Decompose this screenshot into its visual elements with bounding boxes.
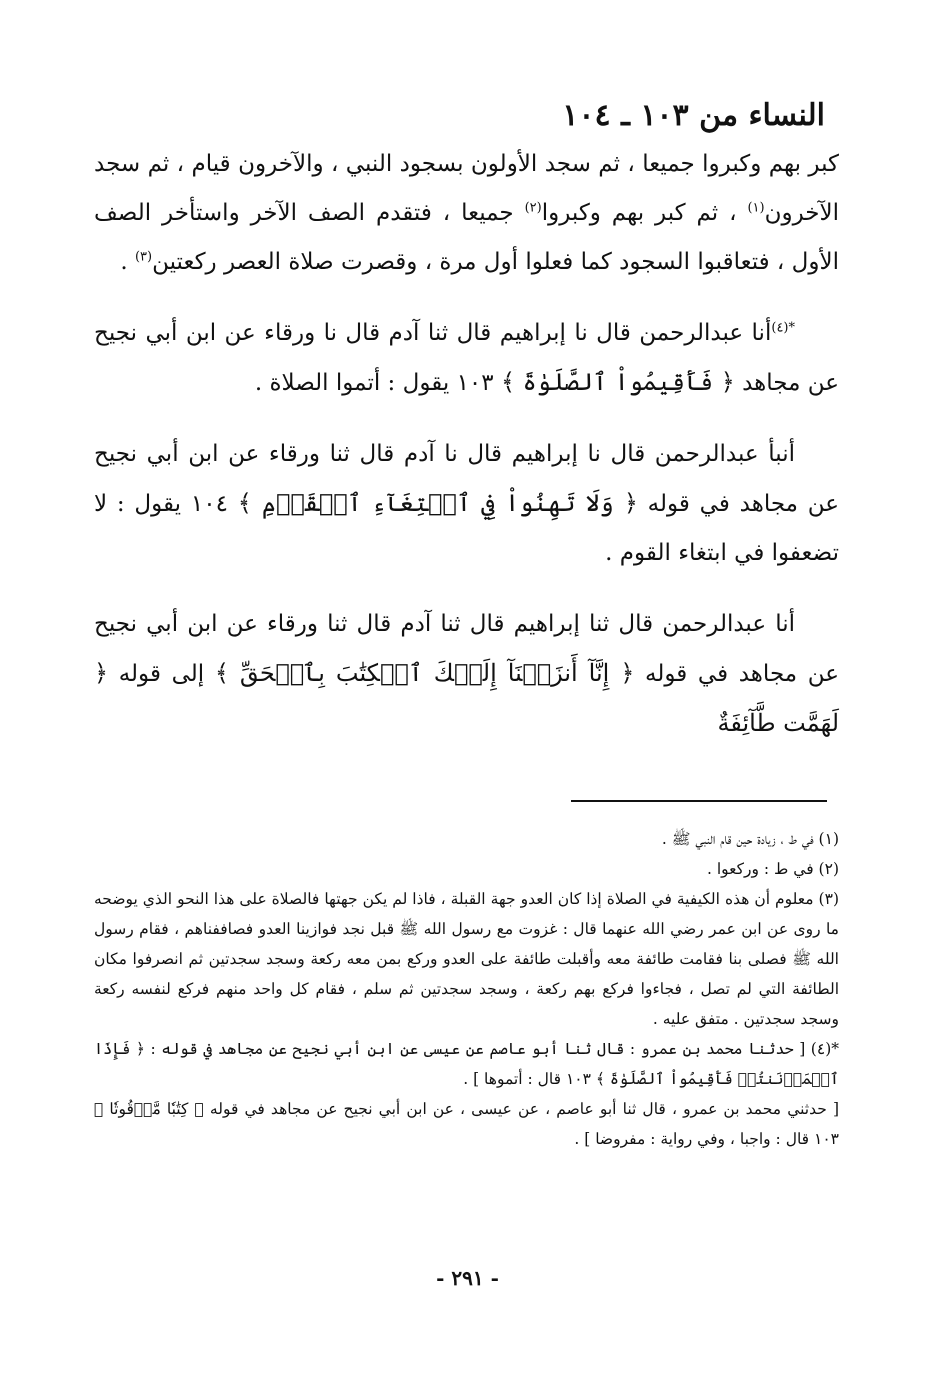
paragraph-text: ١٠٣ يقول : أتموا الصلاة . — [254, 370, 501, 396]
footnote-ref-4: *(٤) — [771, 320, 795, 336]
footnote-ref-1: (١) — [747, 200, 765, 216]
footnote-ref-2: (٢) — [524, 200, 542, 216]
footnotes — [94, 824, 839, 1154]
page-number: - ٢٩١ - — [436, 1266, 499, 1290]
paragraph-4 — [94, 600, 839, 749]
footnote-divider — [571, 800, 827, 802]
paragraph-3 — [94, 430, 839, 578]
footnote-ref-3: (٣) — [134, 249, 153, 265]
page-header — [562, 96, 825, 136]
paragraph-text: أنا عبدالرحمن قال ثنا إبراهيم قال ثنا آدم قال ثنا ورقاء عن ابن أبي نجيح عن مجاهد في قوله — [94, 611, 839, 687]
paragraph-text: ١٠٤ يقول : لا تضعفوا في ابتغاء القوم . — [94, 491, 839, 566]
main-text — [94, 140, 839, 771]
paragraph-text: أنا عبدالرحمن قال نا إبراهيم قال ثنا آدم قال نا ورقاء عن ابن أبي نجيح عن مجاهد — [94, 320, 839, 396]
footnote-4: *(٤) [ حدثنا محمد بن عمرو : قال ثنا أبو عاصم عن عيسى عن ابن أبي نجيح عن مجاهد في قوله : ﴿ فَإِذَا ٱطۡمَأۡنَنتُمۡ فَأَقِيمُواْ ٱلصَّلَوٰةَ ﴾ ١٠٣ قال : أتموها ] . — [94, 1040, 839, 1088]
quran-verse: ﴿ لَهَمَّت طَّآئِفَةٌ — [94, 659, 839, 737]
paragraph-text: . — [120, 249, 135, 275]
surah-title: النساء من ١٠٣ ـ ١٠٤ — [562, 98, 825, 133]
footnote-1: (١) في ط ، زيادة حين قام النبي ﷺ . — [661, 830, 839, 848]
quran-verse: ﴿ إِنَّآ أَنزَلۡنَآ إِلَيۡكَ ٱلۡكِتَٰبَ بِٱلۡحَقِّ ﴾ — [214, 659, 635, 687]
footnote-4-continued: [ حدثني محمد بن عمرو ، قال ثنا أبو عاصم ، عن عيسى ، عن ابن أبي نجيح عن مجاهد في قوله ﴿ كِتَٰبٗا مَّوۡقُوتٗا ﴾ ١٠٣ قال : واجبا ، وفي رواية : مفروضا ] . — [94, 1100, 839, 1148]
quran-verse: ﴿ فَأَقِيمُواْ ٱلصَّلَوٰةَ ﴾ — [500, 368, 735, 396]
paragraph-1 — [94, 140, 839, 287]
paragraph-text: إلى قوله — [108, 661, 215, 687]
paragraph-text: ، ثم كبر بهم وكبروا — [541, 200, 748, 226]
quran-verse: ﴿ وَلَا تَهِنُواْ فِي ٱبۡتِغَآءِ ٱلۡقَوۡمِ ﴾ — [237, 489, 638, 517]
paragraph-text: أنبأ عبدالرحمن قال نا إبراهيم قال نا آدم قال ثنا ورقاء عن ابن أبي نجيح عن مجاهد في قوله — [94, 441, 840, 517]
paragraph-text: كبر بهم وكبروا جميعا ، ثم سجد الأولون بسجود النبي ، والآخرون قيام ، ثم سجد الآخرون — [94, 151, 840, 226]
paragraph-text: جميعا ، فتقدم الصف الآخر واستأخر الصف الأول ، فتعاقبوا السجود كما فعلوا أول مرة ، وقصرت صلاة العصر ركعتين — [94, 200, 839, 275]
paragraph-2 — [94, 309, 839, 408]
footnote-3: (٣) معلوم أن هذه الكيفية في الصلاة إذا كان العدو جهة القبلة ، فاذا لم يكن جهتها فالصلاة على هذا النحو الذي يوضحه ما روى عن ابن عمر رضي الله عنهما قال : غزوت مع رسول الله ﷺ قبل نجد فوازينا العدو فصاففناهم ، فقام رسول الله ﷺ فصلى بنا فقامت طائفة معه وأقبلت طائفة على العدو وركع بمن معه ركعة وسجد سجدتين ثم انصرفوا مكان الطائفة التي لم تصل ، فجاءوا فركع بهم ركعة ، وسجد سجدتين ثم سلم ، فقام كل واحد منهم فركع لنفسه ركعة وسجد سجدتين . متفق عليه . — [94, 890, 839, 1028]
footnote-2: (٢) في ط : وركعوا . — [706, 860, 839, 878]
